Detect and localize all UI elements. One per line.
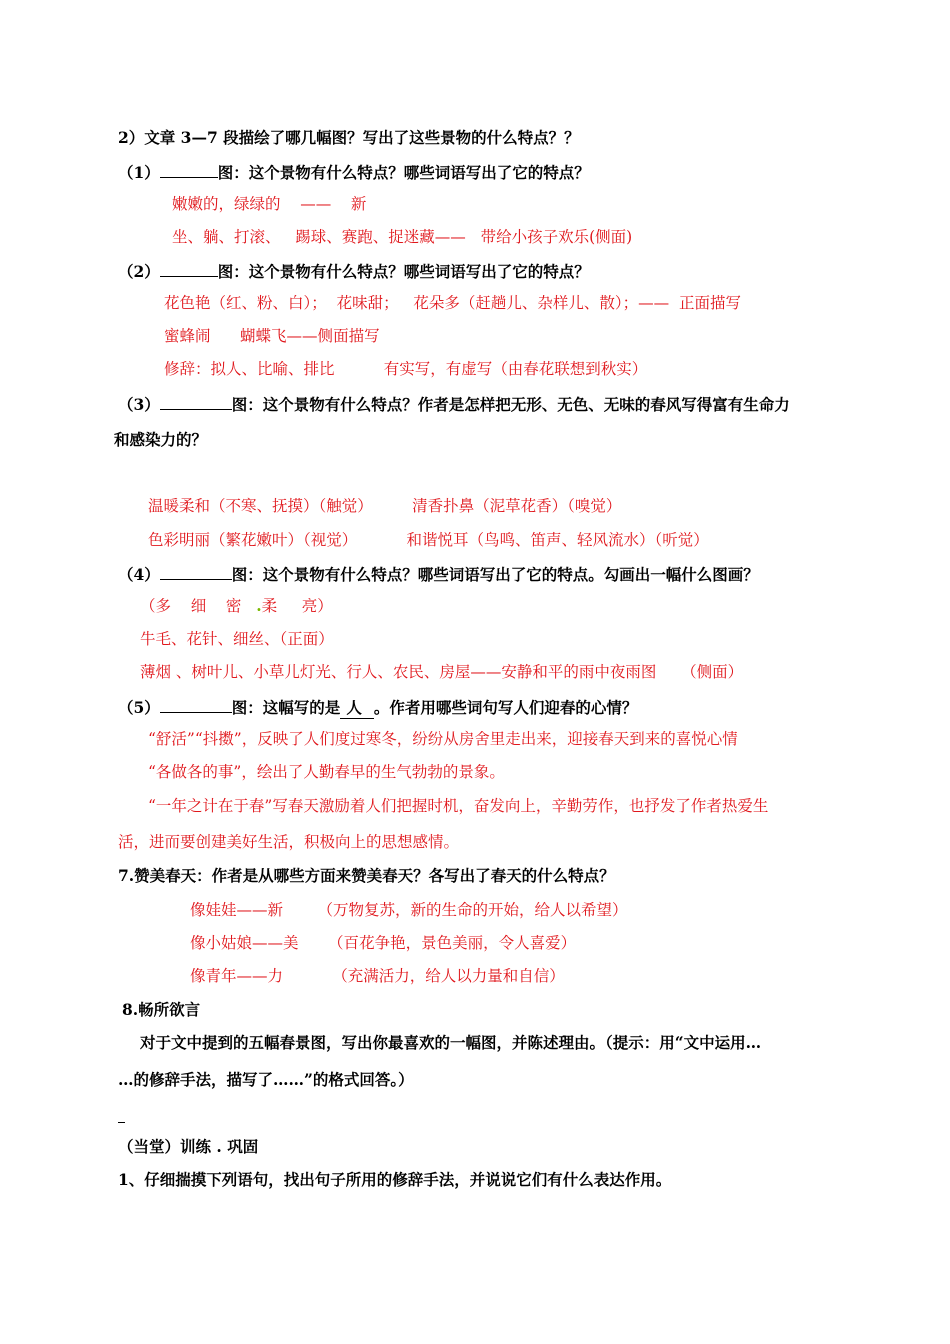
question-8: 8.畅所欲言	[122, 1000, 201, 1019]
question-number: （3）	[118, 395, 160, 414]
answer-line: 坐、躺、打滚、 踢球、赛跑、捉迷藏—— 带给小孩子欢乐(侧面)	[172, 228, 633, 246]
answer-line: 嫩嫩的，绿绿的 —— 新	[172, 195, 367, 213]
question-2-4	[118, 563, 759, 585]
answer-line: 活，进而要创建美好生活，积极向上的思想感情。	[118, 833, 460, 851]
practice-heading: （当堂）训练 . 巩固	[118, 1137, 259, 1156]
stray-mark	[118, 1122, 125, 1123]
answer-line: 温暖柔和（不寒、抚摸）（触觉） 清香扑鼻（泥草花香）（嗅觉）	[148, 497, 622, 515]
question-text: 图：这个景物有什么特点？作者是怎样把无形、无色、无味的春风写得富有生命力	[231, 395, 790, 414]
answer-line: 薄烟 、树叶儿、小草儿灯光、行人、农民、房屋——安静和平的雨中夜雨图 （侧面）	[140, 663, 744, 681]
question-text: 图：这个景物有什么特点？哪些词语写出了它的特点？	[217, 163, 590, 182]
fill-blank[interactable]	[160, 393, 232, 410]
question-text: 图：这个景物有什么特点？哪些词语写出了它的特点？	[217, 262, 590, 281]
answer-line: 像小姑娘——美 （百花争艳，景色美丽，令人喜爱）	[190, 934, 577, 952]
answer-text: 柔 亮）	[261, 597, 333, 615]
question-2-1	[118, 161, 590, 183]
question-2-heading: 2）文章 3—7 段描绘了哪几幅图？写出了这些景物的什么特点？？	[118, 128, 580, 147]
question-text: 图：这幅写的是	[231, 698, 341, 717]
fill-blank[interactable]	[160, 696, 232, 713]
question-8-body: 对于文中提到的五幅春景图，写出你最喜欢的一幅图，并陈述理由。（提示：用“文中运用…	[140, 1033, 762, 1052]
fill-blank[interactable]	[160, 563, 232, 580]
fill-blank[interactable]	[160, 161, 218, 178]
answer-line: 修辞：拟人、比喻、排比 有实写，有虚写（由春花联想到秋实）	[164, 360, 648, 378]
question-8-body-continued: …的修辞手法，描写了……”的格式回答。）	[118, 1070, 414, 1089]
answer-text: （多 细 密	[140, 597, 257, 615]
question-2-3	[118, 393, 790, 415]
fill-blank[interactable]	[160, 260, 218, 277]
practice-question-1: 1、仔细揣摸下列语句，找出句子所用的修辞手法，并说说它们有什么表达作用。	[118, 1170, 672, 1189]
question-2-5	[118, 696, 637, 719]
dot-mark: .	[256, 596, 262, 615]
answer-line: 牛毛、花针、细丝、（正面）	[140, 630, 334, 648]
question-number: （4）	[118, 565, 160, 584]
question-text-continued: 和感染力的？	[114, 430, 208, 449]
answer-line: “舒活”“抖擞”，反映了人们度过寒冬，纷纷从房舍里走出来，迎接春天到来的喜悦心情	[148, 730, 738, 748]
question-number: （2）	[118, 262, 160, 281]
question-text: 图：这个景物有什么特点？哪些词语写出了它的特点。勾画出一幅什么图画？	[231, 565, 759, 584]
answer-line: 像娃娃——新 （万物复苏，新的生命的开始，给人以希望）	[190, 901, 628, 919]
question-number: （1）	[118, 163, 160, 182]
answer-line: 色彩明丽（繁花嫩叶）（视觉） 和谐悦耳（鸟鸣、笛声、轻风流水）（听觉）	[148, 531, 709, 549]
answer-line: 像青年——力 （充满活力，给人以力量和自信）	[190, 967, 565, 985]
answer-line: 蜜蜂闹 蝴蝶飞——侧面描写	[164, 327, 380, 345]
answer-line	[140, 596, 333, 616]
question-text: 。作者用哪些词句写人们迎春的心情？	[373, 698, 638, 717]
question-7: 7.赞美春天：作者是从哪些方面来赞美春天？各写出了春天的什么特点？	[118, 866, 615, 885]
answer-line: 花色艳（红、粉、白）； 花味甜； 花朵多（赶趟儿、杂样儿、散）；—— 正面描写	[164, 294, 741, 312]
answer-line: “一年之计在于春”写春天激励着人们把握时机，奋发向上，辛勤劳作，也抒发了作者热爱生	[148, 797, 769, 815]
filled-blank-person[interactable]: 人	[340, 698, 374, 719]
question-number: （5）	[118, 698, 160, 717]
answer-line: “各做各的事”，绘出了人勤春早的生气勃勃的景象。	[148, 763, 505, 781]
question-2-2	[118, 260, 590, 282]
